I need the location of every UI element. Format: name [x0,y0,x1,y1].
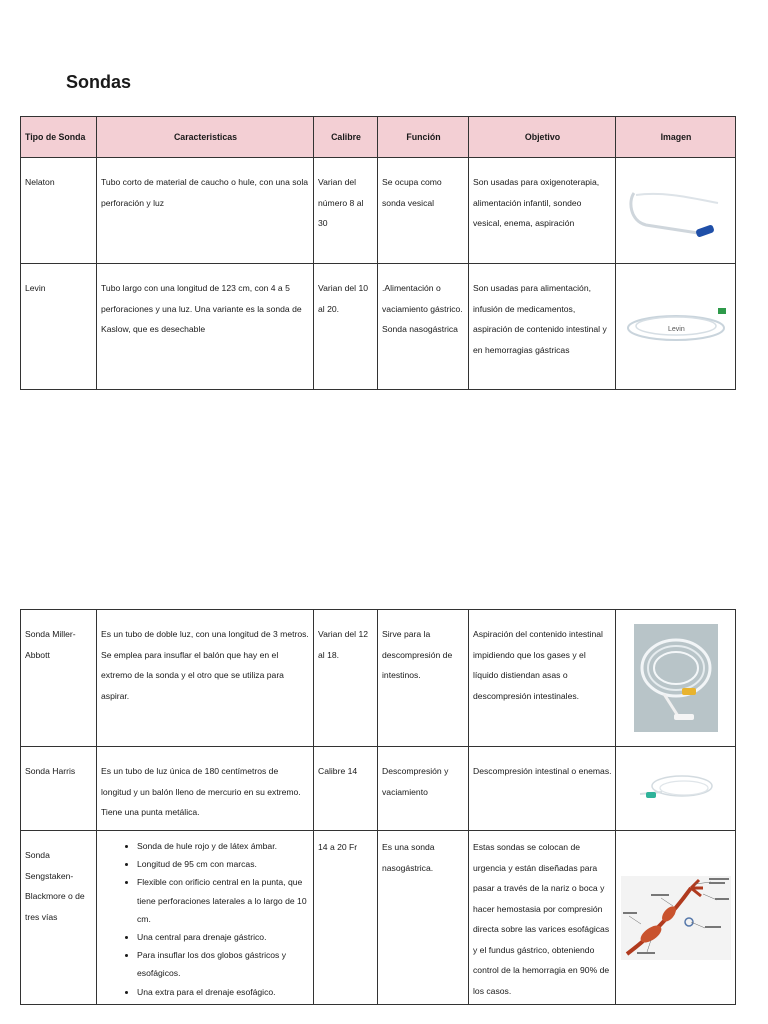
list-item: • Longitud de 95 cm con marcas. [137,855,310,873]
cell-objetivo: Descompresión intestinal o enemas. [469,747,616,831]
header-objetivo: Objetivo [469,117,616,158]
cell-caracteristicas: Es un tubo de doble luz, con una longitud de 3 metros. Se emplea para insuflar el balón que hay en el extremo de la sonda y el otro que se utiliza para aspirar. [97,610,314,747]
cell-tipo: Levin [21,264,97,390]
sengstaken-blackmore-diagram-image [621,876,731,960]
header-caracteristicas: Caracteristicas [97,117,314,158]
table-row [21,747,736,831]
cell-caracteristicas: Tubo largo con una longitud de 123 cm, con 4 a 5 perforaciones y una luz. Una variante es la sonda de Kaslow, que es desechable [97,264,314,390]
miller-abbott-tube-image [634,624,718,732]
list-item: • Sonda de hule rojo y de látex ámbar. [137,837,310,855]
cell-imagen [616,747,736,831]
sondas-table [20,116,736,390]
cell-tipo: Nelaton [21,158,97,264]
cell-caracteristicas: Tubo corto de material de caucho o hule, con una sola perforación y luz [97,158,314,264]
header-funcion: Función [378,117,469,158]
header-imagen: Imagen [616,117,736,158]
cell-objetivo: Son usadas para alimentación, infusión de medicamentos, aspiración de contenido intestinal y en hemorragias gástricas [469,264,616,390]
table-row [21,831,736,1005]
cell-funcion: Descompresión y vaciamiento [378,747,469,831]
cell-funcion: .Alimentación o vaciamiento gástrico. Sonda nasogástrica [378,264,469,390]
levin-tube-image [620,302,732,352]
svg-text:Levin: Levin [667,325,685,333]
cell-tipo: Sonda Harris [21,747,97,831]
harris-tube-image [634,764,718,814]
table-header-row [21,117,736,158]
nelaton-catheter-image [626,181,726,241]
cell-imagen [616,264,736,390]
list-item: • Una extra para el drenaje esofágico. [137,983,310,1001]
list-item: • Para insuflar los dos globos gástricos y esofágicos. [137,946,310,982]
caracteristicas-list [101,831,310,1001]
cell-imagen [616,831,736,1005]
table-row [21,158,736,264]
cell-calibre: Varian del 10 al 20. [314,264,378,390]
table-row [21,610,736,747]
cell-tipo: Sonda Sengstaken-Blackmore o de tres vías [21,831,97,1005]
list-item: • Flexible con orificio central en la punta, que tiene perforaciones laterales a lo largo de 10 cm. [137,873,310,928]
sondas-table-continued [20,609,736,1005]
cell-funcion: Se ocupa como sonda vesical [378,158,469,264]
header-calibre: Calibre [314,117,378,158]
cell-funcion: Es una sonda nasogástrica. [378,831,469,1005]
page-title: Sondas [66,72,132,92]
cell-imagen [616,610,736,747]
cell-calibre: Varian del 12 al 18. [314,610,378,747]
cell-calibre: Varian del número 8 al 30 [314,158,378,264]
cell-tipo: Sonda Miller-Abbott [21,610,97,747]
cell-calibre: Calibre 14 [314,747,378,831]
cell-imagen [616,158,736,264]
cell-caracteristicas [97,831,314,1005]
table-row [21,264,736,390]
cell-funcion: Sirve para la descompresión de intestinos. [378,610,469,747]
cell-objetivo: Son usadas para oxigenoterapia, alimentación infantil, sondeo vesical, enema, aspiración [469,158,616,264]
cell-caracteristicas: Es un tubo de luz única de 180 centímetros de longitud y un balón lleno de mercurio en su extremo. Tiene una punta metálica. [97,747,314,831]
cell-calibre: 14 a 20 Fr [314,831,378,1005]
header-tipo: Tipo de Sonda [21,117,97,158]
cell-objetivo: Estas sondas se colocan de urgencia y están diseñadas para pasar a través de la nariz o boca y hacer hemostasia por compresión directa sobre las varices esofágicas y el fundus gástrico, obteniendo control de la hemorragia en 90% de los casos. [469,831,616,1005]
list-item: • Una central para drenaje gástrico. [137,928,310,946]
cell-objetivo: Aspiración del contenido intestinal impidiendo que los gases y el líquido distiendan asas o descompresión intestinales. [469,610,616,747]
